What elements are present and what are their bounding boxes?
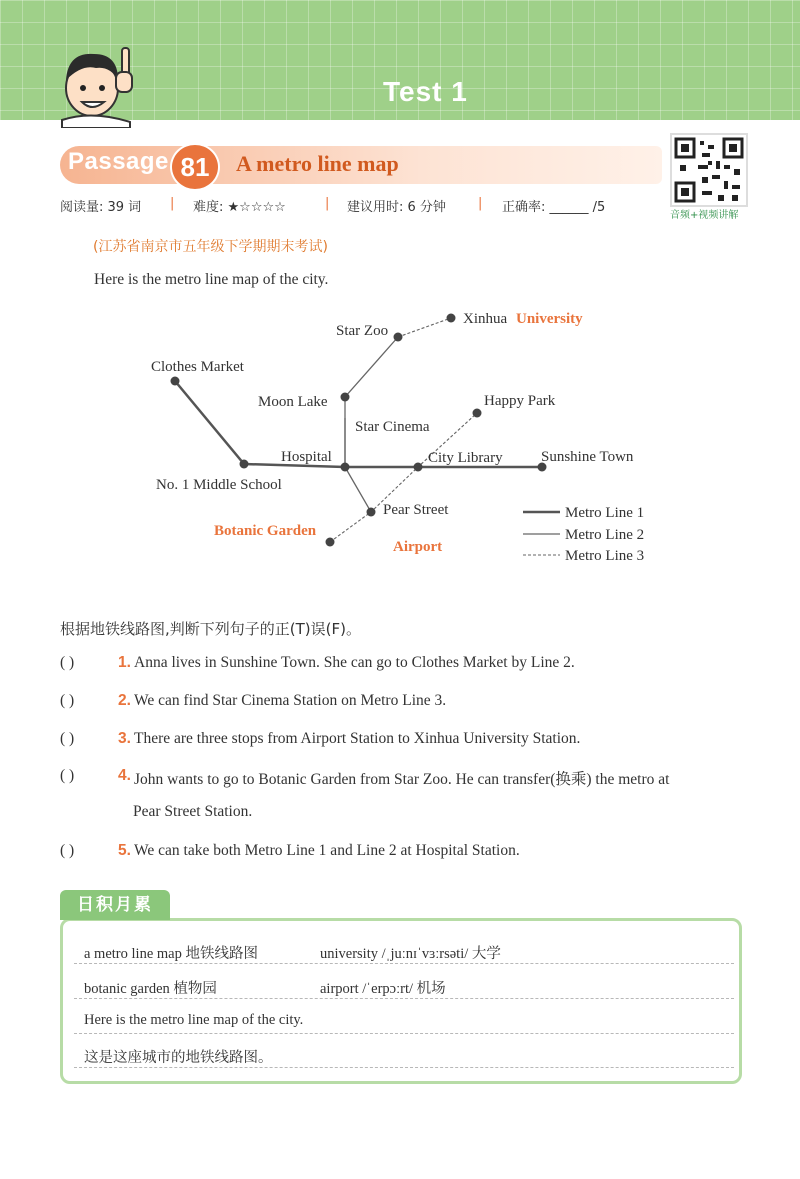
station-dot [341, 393, 350, 402]
label-pear-street: Pear Street [383, 502, 449, 518]
label-botanic-garden: Botanic Garden [214, 523, 317, 539]
meta-accuracy: 正确率: ______ /5 [502, 200, 606, 215]
metro-map [140, 300, 680, 580]
station-dot [447, 314, 456, 323]
divider [74, 963, 734, 964]
divider [74, 998, 734, 999]
label-star-zoo: Star Zoo [336, 323, 389, 339]
label-hospital: Hospital [281, 449, 332, 465]
metro-line-3 [398, 318, 451, 337]
question-number: 2. [118, 692, 131, 709]
legend-label-1: Metro Line 1 [565, 505, 645, 521]
answer-blank[interactable]: ( ) [60, 730, 75, 747]
question-number: 3. [118, 730, 131, 747]
meta-difficulty: 难度: ★☆☆☆☆ [193, 200, 286, 215]
intro-text: Here is the metro line map of the city. [94, 271, 329, 288]
test-title: Test 1 [383, 76, 468, 107]
label-star-cinema: Star Cinema [355, 419, 430, 435]
divider [74, 1033, 734, 1034]
question-text: We can take both Metro Line 1 and Line 2 at Hospital Station. [134, 842, 520, 859]
passage-title: A metro line map [236, 151, 399, 176]
source-note: (江苏省南京市五年级下学期期末考试) [93, 239, 328, 255]
meta-separator: | [325, 196, 330, 211]
label-xinhua: Xinhua [463, 311, 508, 327]
meta-separator: | [478, 196, 483, 211]
question-text: We can find Star Cinema Station on Metro Line 3. [134, 692, 447, 709]
meta-time: 建议用时: 6 分钟 [347, 200, 446, 215]
station-dot [171, 377, 180, 386]
qr-caption: 音频+视频讲解 [670, 210, 739, 221]
boy-mascot-icon [52, 36, 144, 128]
label-clothes-market: Clothes Market [151, 359, 244, 375]
station-dot [367, 508, 376, 517]
legend-label-3: Metro Line 3 [565, 548, 645, 564]
qr-code-icon[interactable] [670, 133, 748, 207]
label-airport: Airport [393, 539, 443, 555]
station-dot [326, 538, 335, 547]
vocab-entry: a metro line map 地铁线路图 [84, 946, 258, 962]
station-dot [414, 463, 423, 472]
answer-blank[interactable]: ( ) [60, 842, 75, 859]
station-dot [341, 463, 350, 472]
vocab-sentence-zh: 这是这座城市的地铁线路图。 [84, 1050, 273, 1066]
vocab-entry: botanic garden 植物园 [84, 981, 217, 997]
question-text: There are three stops from Airport Station to Xinhua University Station. [134, 730, 581, 747]
question-text: Anna lives in Sunshine Town. She can go to Clothes Market by Line 2. [134, 654, 575, 671]
label-no1-school: No. 1 Middle School [156, 477, 282, 493]
label-university: University [516, 311, 583, 327]
station-dot [240, 460, 249, 469]
vocab-entry: airport /ˈerpɔːrt/ 机场 [320, 981, 446, 997]
answer-blank[interactable]: ( ) [60, 692, 75, 709]
question-number: 4. [118, 767, 131, 784]
meta-words: 阅读量: 39 词 [60, 200, 142, 215]
question-text: John wants to go to Botanic Garden from Star Zoo. He can transfer(换乘) the metro at [134, 771, 670, 788]
station-dot [394, 333, 403, 342]
vocab-sentence-en: Here is the metro line map of the city. [84, 1012, 304, 1028]
label-sunshine-town: Sunshine Town [541, 449, 634, 465]
question-number: 1. [118, 654, 131, 671]
vocab-title: 日积月累 [60, 890, 170, 920]
passage-label: Passage [68, 148, 169, 175]
label-city-library: City Library [428, 450, 503, 466]
question-number: 5. [118, 842, 131, 859]
legend-label-2: Metro Line 2 [565, 527, 645, 543]
label-happy-park: Happy Park [484, 393, 556, 409]
divider [74, 1067, 734, 1068]
instruction: 根据地铁线路图,判断下列句子的正(T)误(F)。 [60, 620, 361, 638]
answer-blank[interactable]: ( ) [60, 654, 75, 671]
station-dot [473, 409, 482, 418]
vocab-entry: university /ˌjuːnɪˈvɜːrsəti/ 大学 [320, 946, 501, 962]
passage-number: 81 [170, 143, 220, 191]
label-moon-lake: Moon Lake [258, 394, 328, 410]
answer-blank[interactable]: ( ) [60, 767, 75, 784]
metro-line-2 [345, 467, 371, 512]
metro-line-2 [345, 337, 398, 467]
meta-separator: | [170, 196, 175, 211]
question-4-continued: Pear Street Station. [133, 803, 253, 820]
